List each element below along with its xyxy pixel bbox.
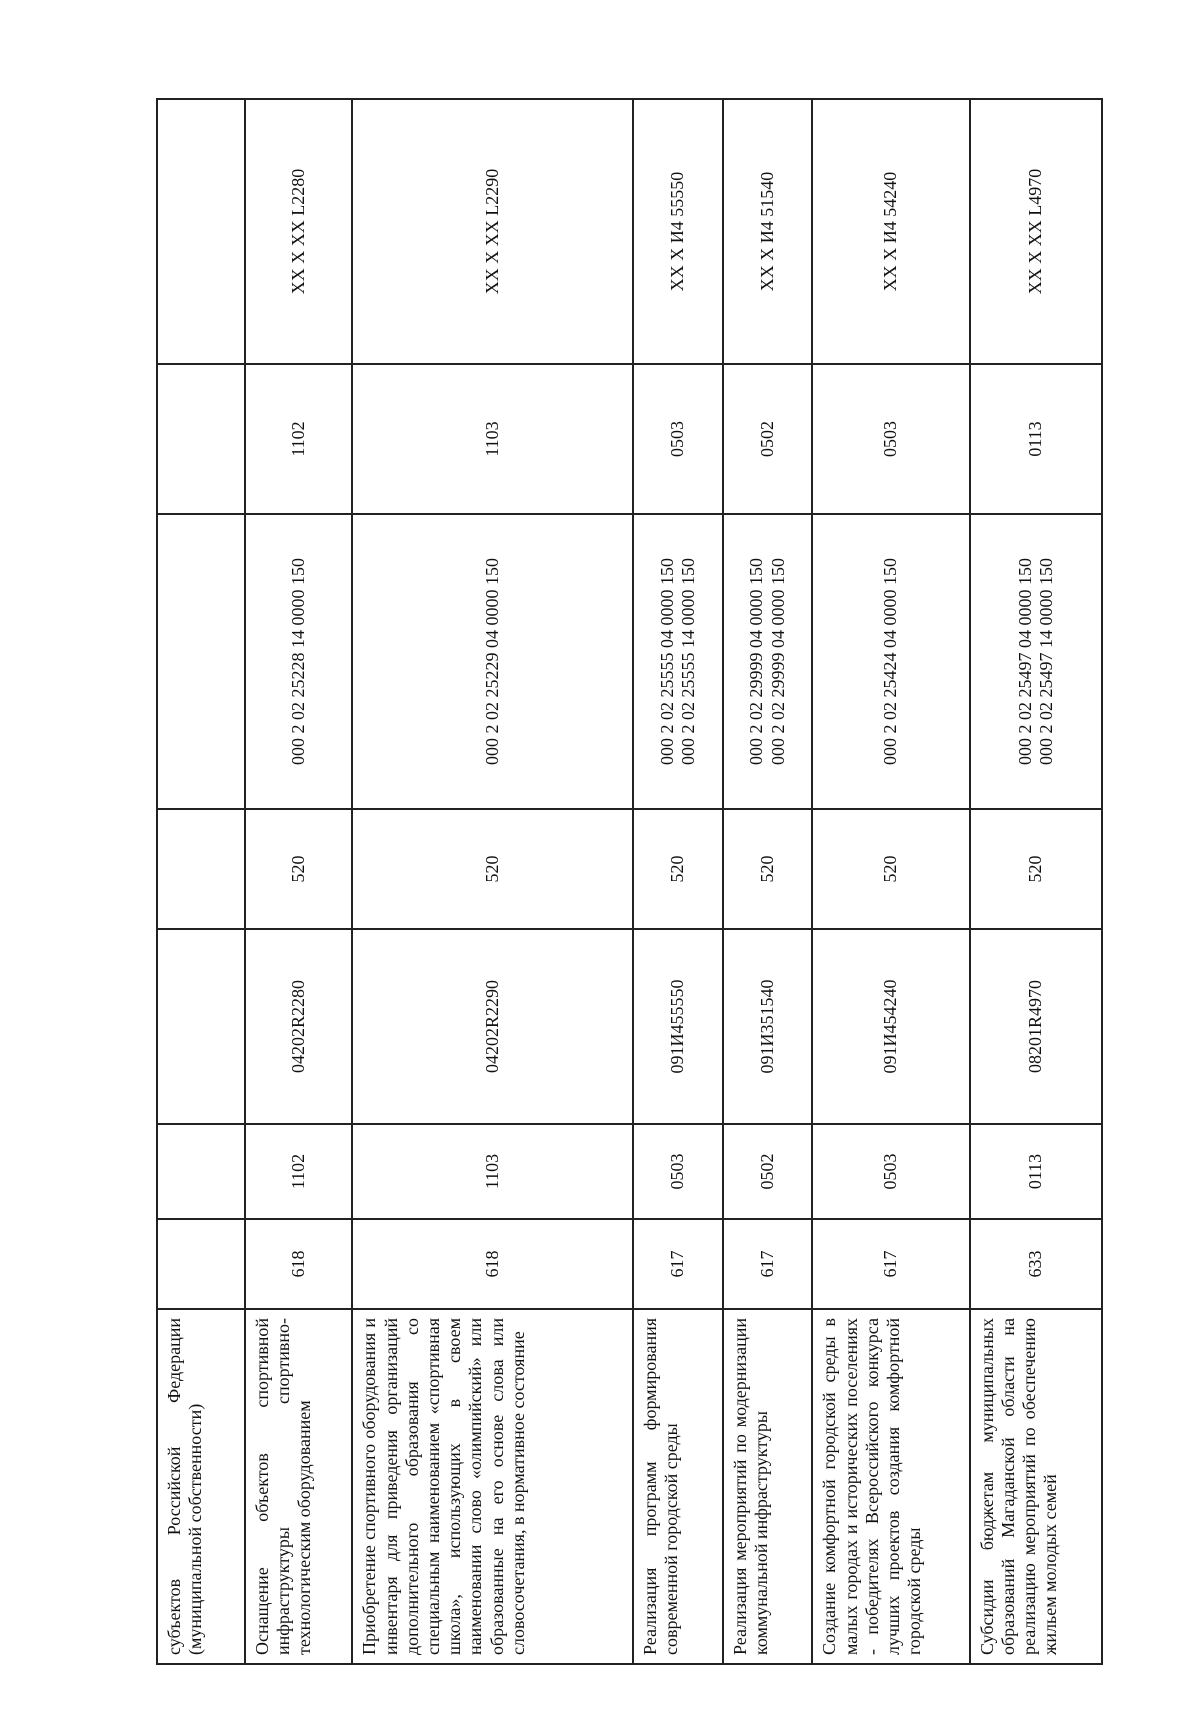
- empty-cell: [157, 929, 245, 1124]
- target-article-cell: 08201R4970: [970, 929, 1102, 1124]
- section-cell-2: 0503: [812, 364, 969, 514]
- rotated-table-container: [156, 100, 1103, 1665]
- grbs-cell: 617: [812, 1219, 969, 1309]
- local-code-cell: ХХ Х И4 55550: [633, 99, 723, 364]
- expense-type-cell: 520: [970, 809, 1102, 929]
- section-cell-2: 0503: [633, 364, 723, 514]
- section-cell-2: 1103: [352, 364, 633, 514]
- budget-code-table: [156, 98, 1103, 1665]
- revenue-code-cell: 000 2 02 25229 04 0000 150: [352, 514, 633, 809]
- row-name-cell: Приобретение спортивного оборудования и инвентаря для приведения организаций дополнительного образования со специальным наименованием «спортивная школа», использующих в своем наименовании слово «олимпийский» или образованные на его основе слова или словосочетания, в нормативное состояние: [352, 1309, 633, 1664]
- table-row: [633, 99, 723, 1664]
- section-cell: 0503: [633, 1124, 723, 1219]
- section-cell: 1103: [352, 1124, 633, 1219]
- expense-type-cell: 520: [633, 809, 723, 929]
- revenue-code-cell: 000 2 02 25497 04 0000 150 000 2 02 25497 14 0000 150: [970, 514, 1102, 809]
- empty-cell: [157, 809, 245, 929]
- table-row: [812, 99, 969, 1664]
- grbs-cell: 618: [245, 1219, 353, 1309]
- expense-type-cell: 520: [723, 809, 813, 929]
- grbs-cell: 617: [633, 1219, 723, 1309]
- local-code-cell: ХХ Х И4 54240: [812, 99, 969, 364]
- revenue-code-cell: 000 2 02 25424 04 0000 150: [812, 514, 969, 809]
- target-article-cell: 091И455550: [633, 929, 723, 1124]
- row-name-cell: Субсидии бюджетам муниципальных образований Магаданской области на реализацию мероприятий по обеспечению жильем молодых семей: [970, 1309, 1102, 1664]
- revenue-code-cell: 000 2 02 25555 04 0000 150 000 2 02 25555 14 0000 150: [633, 514, 723, 809]
- revenue-code-cell: 000 2 02 29999 04 0000 150 000 2 02 29999 04 0000 150: [723, 514, 813, 809]
- section-cell: 1102: [245, 1124, 353, 1219]
- empty-cell: [157, 99, 245, 364]
- empty-cell: [157, 514, 245, 809]
- table-row: [970, 99, 1102, 1664]
- local-code-cell: ХХ Х ХХ L2290: [352, 99, 633, 364]
- expense-type-cell: 520: [352, 809, 633, 929]
- grbs-cell: 617: [723, 1219, 813, 1309]
- expense-type-cell: 520: [812, 809, 969, 929]
- row-name-cell: Реализация мероприятий по модернизации коммунальной инфраструктуры: [723, 1309, 813, 1664]
- grbs-cell: 618: [352, 1219, 633, 1309]
- row-name-cell: Реализация программ формирования современной городской среды: [633, 1309, 723, 1664]
- row-name-cell: Создание комфортной городской среды в малых городах и исторических поселениях - победителях Всероссийского конкурса лучших проектов создания комфортной городской среды: [812, 1309, 969, 1664]
- empty-cell: [157, 1219, 245, 1309]
- local-code-cell: ХХ Х ХХ L4970: [970, 99, 1102, 364]
- empty-cell: [157, 364, 245, 514]
- target-article-cell: 091И351540: [723, 929, 813, 1124]
- local-code-cell: ХХ Х ХХ L2280: [245, 99, 353, 364]
- section-cell-2: 1102: [245, 364, 353, 514]
- target-article-cell: 04202R2280: [245, 929, 353, 1124]
- section-cell: 0113: [970, 1124, 1102, 1219]
- section-cell: 0502: [723, 1124, 813, 1219]
- local-code-cell: ХХ Х И4 51540: [723, 99, 813, 364]
- grbs-cell: 633: [970, 1219, 1102, 1309]
- section-cell-2: 0113: [970, 364, 1102, 514]
- target-article-cell: 04202R2290: [352, 929, 633, 1124]
- section-cell-2: 0502: [723, 364, 813, 514]
- empty-cell: [157, 1124, 245, 1219]
- expense-type-cell: 520: [245, 809, 353, 929]
- table-row: [157, 99, 245, 1664]
- section-cell: 0503: [812, 1124, 969, 1219]
- row-name-cell: Оснащение объектов спортивной инфраструктуры спортивно-технологическим оборудованием: [245, 1309, 353, 1664]
- table-row: [352, 99, 633, 1664]
- target-article-cell: 091И454240: [812, 929, 969, 1124]
- revenue-code-cell: 000 2 02 25228 14 0000 150: [245, 514, 353, 809]
- table-row: [723, 99, 813, 1664]
- table-row: [245, 99, 353, 1664]
- row-name-cell: субъектов Российской Федерации (муниципальной собственности): [157, 1309, 245, 1664]
